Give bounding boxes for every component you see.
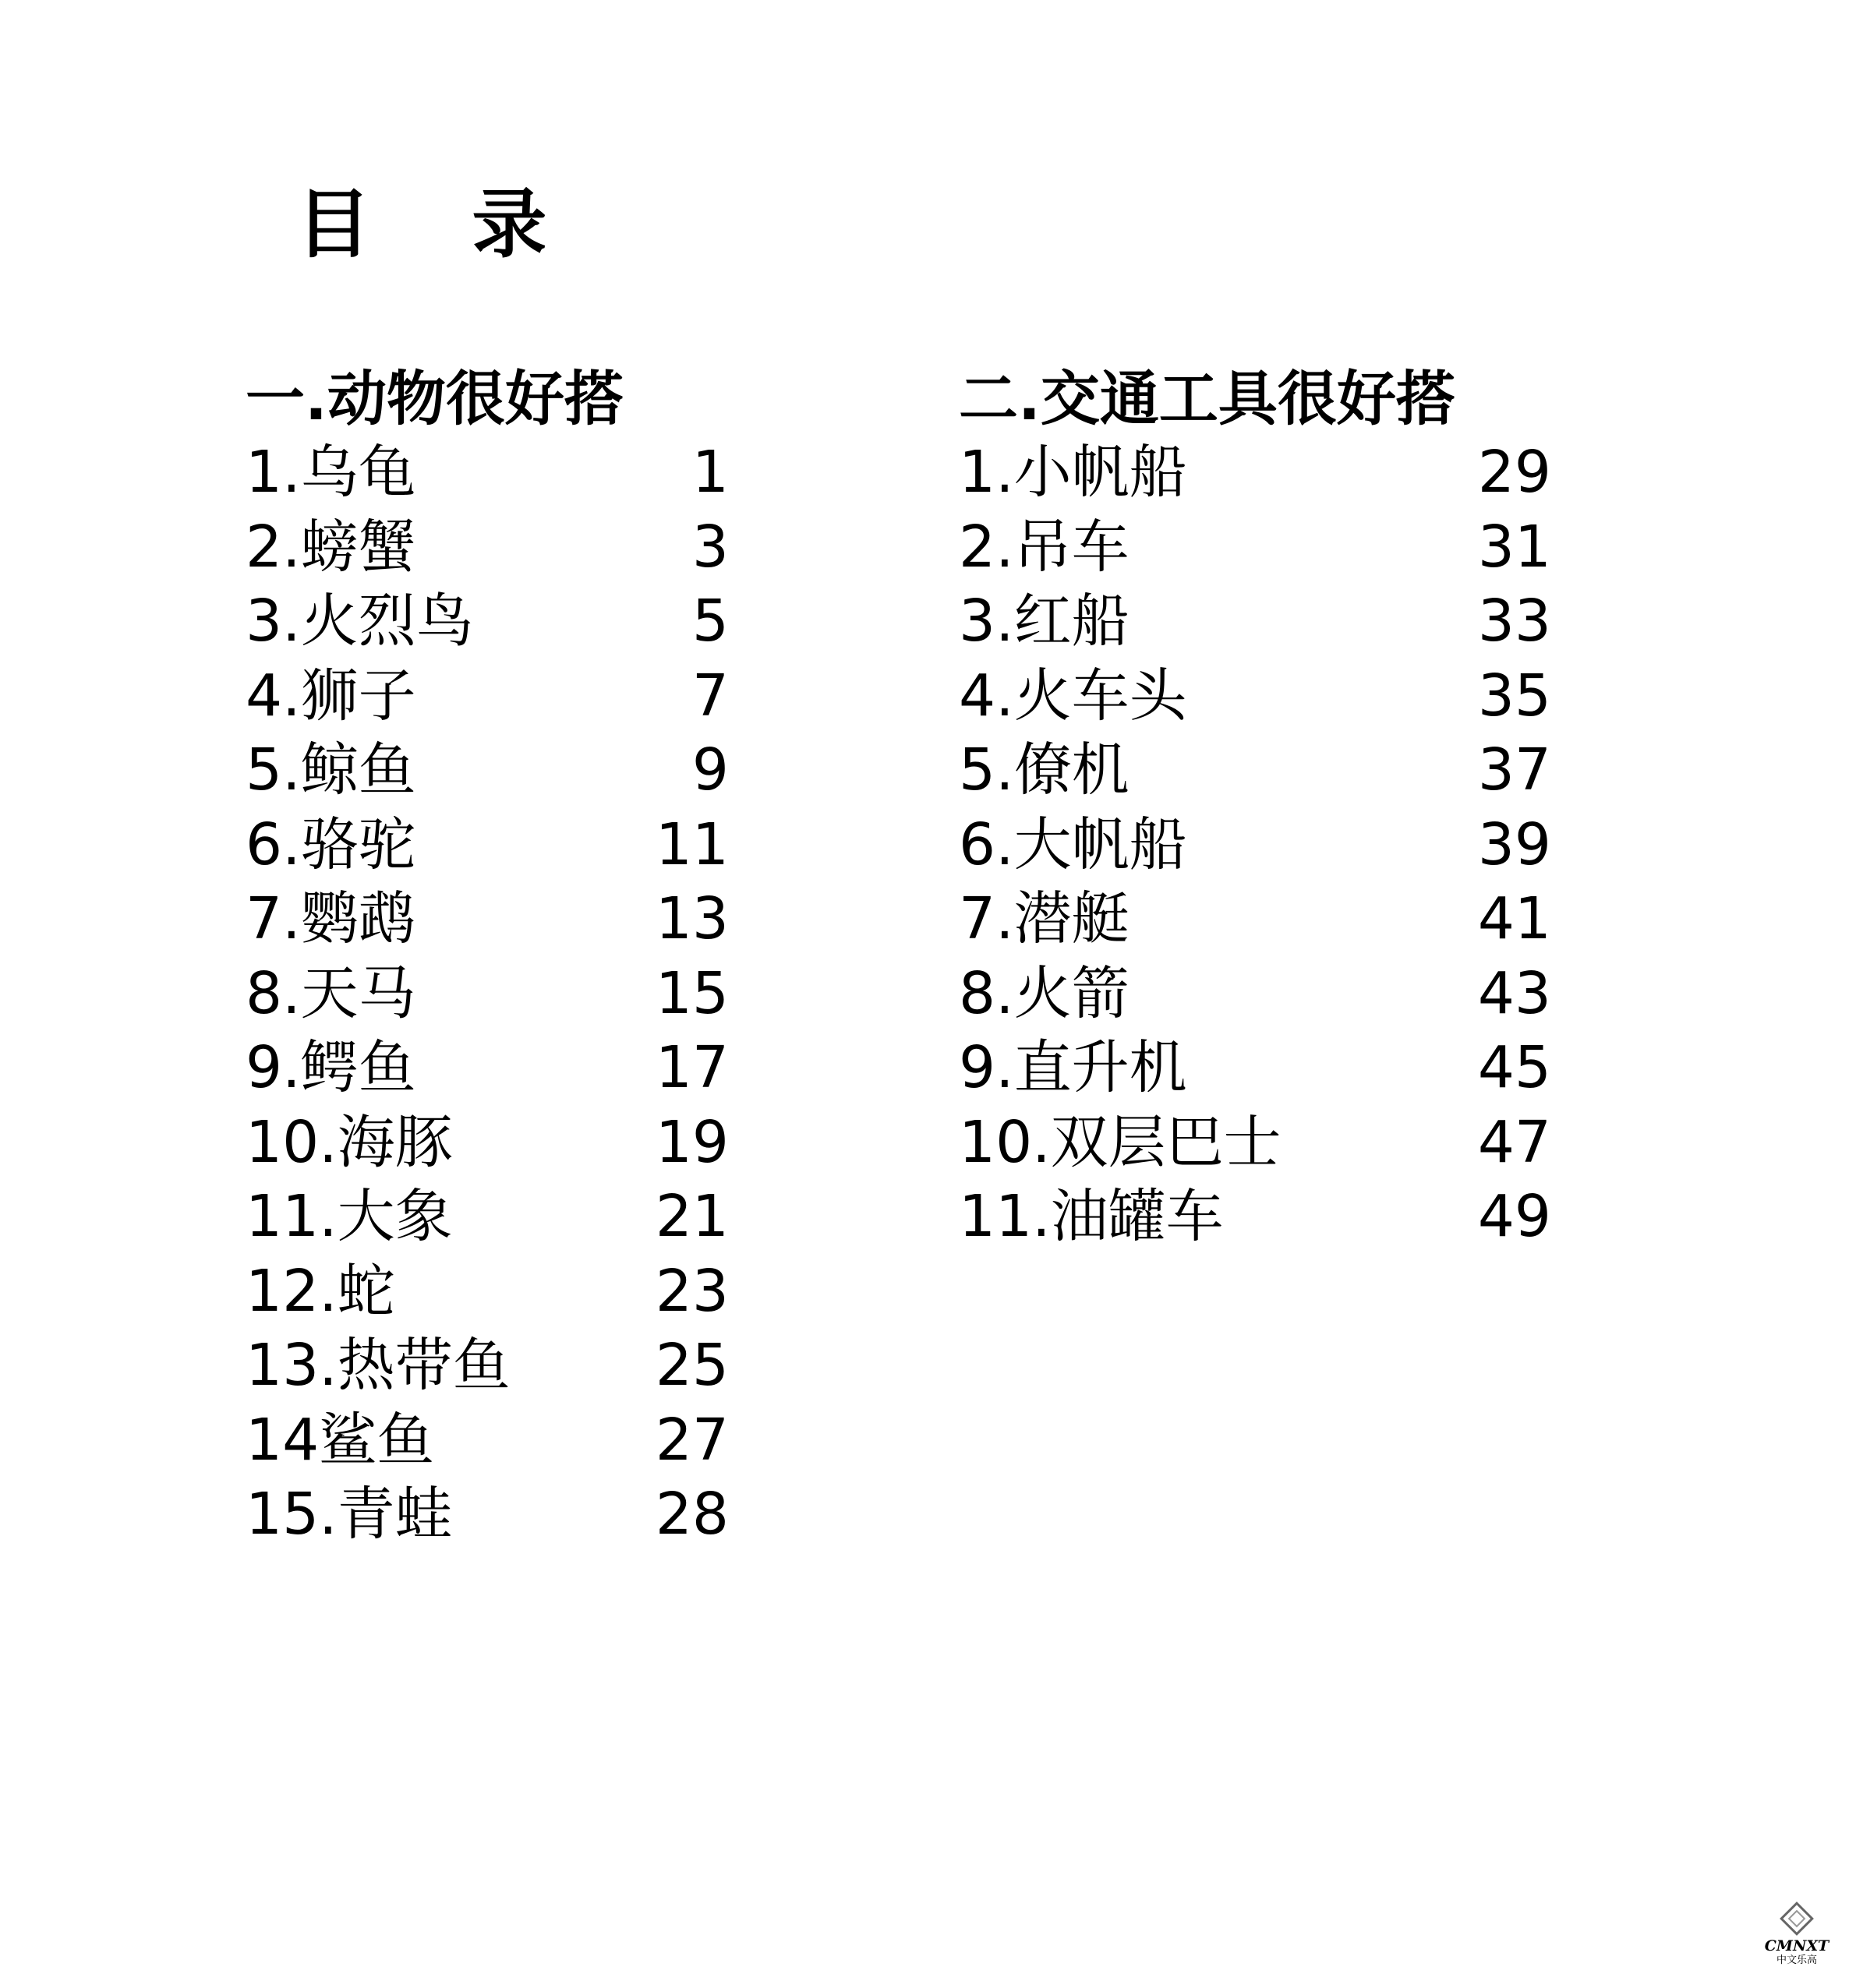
entry-page-number: 35 [1477, 662, 1551, 729]
entry-label: 15.青蛙 [246, 1481, 453, 1548]
entry-label: 10.海豚 [246, 1108, 453, 1176]
entry-page-number: 41 [1477, 885, 1551, 952]
toc-entry[interactable] [959, 957, 1551, 1032]
toc-entry[interactable] [959, 659, 1551, 734]
entry-label: 10.双层巴士 [959, 1108, 1282, 1176]
entry-label: 5.僚机 [959, 736, 1130, 803]
cmnxt-logo [1758, 1901, 1836, 1979]
toc-entry[interactable] [959, 733, 1551, 808]
logo-subtext: 中文乐高 [1776, 1954, 1817, 1966]
entry-page-number: 47 [1477, 1108, 1551, 1176]
toc-entry[interactable] [959, 1031, 1551, 1106]
entry-page-number: 17 [655, 1034, 729, 1101]
entry-label: 12.蛇 [246, 1257, 395, 1325]
entry-page-number: 23 [655, 1257, 729, 1325]
entry-label: 1.乌龟 [246, 439, 416, 506]
entry-label: 4.狮子 [246, 662, 416, 729]
entry-page-number: 1 [691, 439, 729, 506]
toc-entry[interactable] [246, 733, 729, 808]
entry-label: 7.潜艇 [959, 885, 1130, 952]
toc-entry[interactable] [959, 436, 1551, 510]
toc-entry[interactable] [959, 584, 1551, 659]
toc-section-vehicles [959, 362, 1551, 1255]
toc-entry[interactable] [246, 436, 729, 510]
entry-page-number: 7 [691, 662, 729, 729]
entry-page-number: 43 [1477, 959, 1551, 1027]
entry-page-number: 31 [1477, 513, 1551, 581]
entry-label: 11.大象 [246, 1183, 453, 1250]
entry-label: 4.火车头 [959, 662, 1187, 729]
entry-label: 7.鹦鹉 [246, 885, 416, 952]
page-title: 目 录 [296, 181, 585, 268]
toc-entry[interactable] [246, 510, 729, 585]
toc-entry[interactable] [959, 510, 1551, 585]
toc-entry[interactable] [246, 1255, 729, 1329]
entry-page-number: 21 [655, 1183, 729, 1250]
toc-entry[interactable] [246, 1106, 729, 1181]
entry-page-number: 45 [1477, 1034, 1551, 1101]
toc-entry[interactable] [246, 957, 729, 1032]
entry-page-number: 29 [1477, 439, 1551, 506]
entry-page-number: 19 [655, 1108, 729, 1176]
toc-entry[interactable] [959, 1180, 1551, 1255]
entry-label: 8.火箭 [959, 959, 1130, 1027]
entry-page-number: 28 [655, 1481, 729, 1548]
diamond-logo-icon [1780, 1901, 1814, 1936]
section-heading: 一.动物很好搭 [246, 364, 624, 433]
logo-text: CMNXT [1764, 1937, 1829, 1954]
toc-entry[interactable] [959, 882, 1551, 957]
toc-entry[interactable] [246, 1180, 729, 1255]
entry-page-number: 5 [691, 588, 729, 655]
entry-label: 13.热带鱼 [246, 1332, 511, 1399]
entry-page-number: 37 [1477, 736, 1551, 803]
toc-entry[interactable] [246, 659, 729, 734]
entry-page-number: 33 [1477, 588, 1551, 655]
toc-section-animals [246, 362, 729, 1552]
entry-page-number: 13 [655, 885, 729, 952]
entry-label: 9.直升机 [959, 1034, 1187, 1101]
entry-page-number: 49 [1477, 1183, 1551, 1250]
entry-page-number: 25 [655, 1332, 729, 1399]
entry-label: 2.螃蟹 [246, 513, 416, 581]
toc-entry[interactable] [246, 808, 729, 883]
toc-entry[interactable] [959, 1106, 1551, 1181]
toc-entry[interactable] [246, 882, 729, 957]
entry-page-number: 39 [1477, 810, 1551, 878]
entry-label: 1.小帆船 [959, 439, 1187, 506]
toc-entry[interactable] [246, 1478, 729, 1552]
entry-label: 9.鳄鱼 [246, 1034, 416, 1101]
entry-label: 3.红船 [959, 588, 1130, 655]
entry-label: 2.吊车 [959, 513, 1130, 581]
entry-label: 5.鲸鱼 [246, 736, 416, 803]
entry-label: 8.天马 [246, 959, 416, 1027]
entry-label: 14鲨鱼 [246, 1406, 435, 1474]
entry-label: 3.火烈鸟 [246, 588, 474, 655]
toc-entry[interactable] [246, 584, 729, 659]
toc-entry[interactable] [246, 1329, 729, 1404]
toc-entry[interactable] [959, 808, 1551, 883]
entry-label: 6.骆驼 [246, 810, 416, 878]
entry-page-number: 3 [691, 513, 729, 581]
toc-entry[interactable] [246, 1404, 729, 1478]
entry-page-number: 11 [655, 810, 729, 878]
entry-page-number: 9 [691, 736, 729, 803]
entry-label: 11.油罐车 [959, 1183, 1224, 1250]
entry-page-number: 27 [655, 1406, 729, 1474]
entry-page-number: 15 [655, 959, 729, 1027]
entry-label: 6.大帆船 [959, 810, 1187, 878]
toc-entry[interactable] [246, 1031, 729, 1106]
section-heading: 二.交通工具很好搭 [959, 364, 1455, 433]
